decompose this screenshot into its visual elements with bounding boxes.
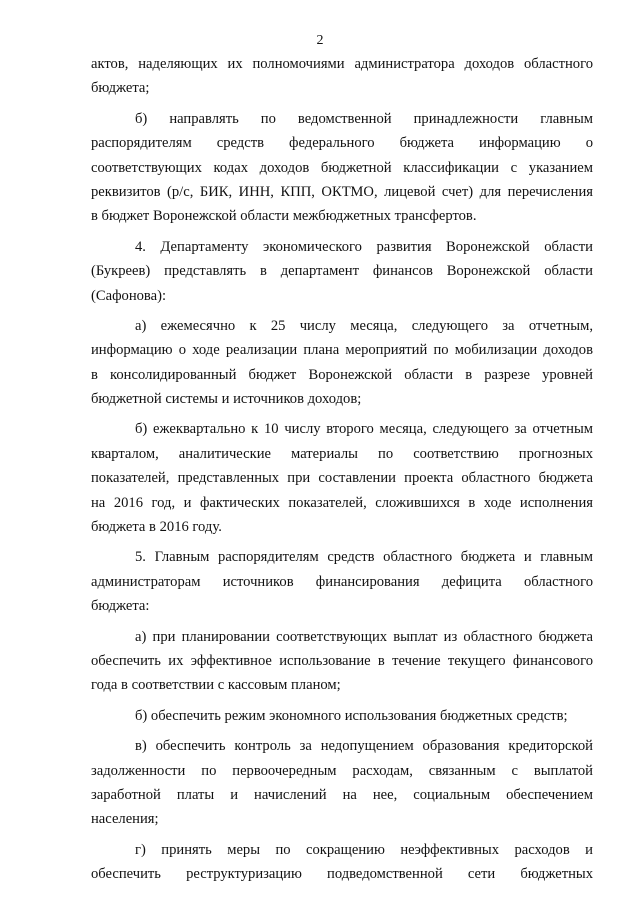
text-line: а) при планировании соответствующих выплат из областного бюджета bbox=[135, 628, 593, 645]
paragraph bbox=[91, 235, 593, 308]
text-line: б) ежеквартально к 10 числу второго месяца, следующего за отчетным bbox=[135, 421, 593, 438]
text-line: на 2016 год, и фактических показателей, сложившихся в ходе исполнения bbox=[91, 494, 593, 511]
text-line: заработной платы и начислений на нее, социальным обеспечением bbox=[91, 786, 593, 803]
paragraph bbox=[91, 838, 593, 887]
text-line: обеспечить их эффективное использование в течение текущего финансового bbox=[91, 652, 593, 669]
text-line: б) обеспечить режим экономного использования бюджетных средств; bbox=[135, 707, 568, 724]
text-line: бюджетной системы и источников доходов; bbox=[91, 391, 362, 408]
text-line: 5. Главным распорядителям средств областного бюджета и главным bbox=[135, 549, 593, 566]
text-line: актов, наделяющих их полномочиями администратора доходов областного bbox=[91, 56, 593, 72]
text-line: в консолидированный бюджет Воронежской области в разрезе уровней bbox=[91, 366, 593, 383]
text-line: года в соответствии с кассовым планом; bbox=[91, 677, 341, 694]
text-line: бюджета; bbox=[91, 80, 150, 97]
paragraph bbox=[91, 545, 593, 618]
text-line: соответствующих кодах доходов бюджетной классификации с указанием bbox=[91, 159, 593, 176]
page-number: 2 bbox=[316, 33, 324, 48]
text-line: обеспечить реструктуризацию подведомственной сети бюджетных bbox=[91, 866, 593, 883]
text-line: (Букреев) представлять в департамент финансов Воронежской области bbox=[91, 263, 593, 280]
paragraph bbox=[91, 107, 593, 229]
paragraph bbox=[91, 52, 593, 101]
text-line: населения; bbox=[91, 811, 159, 828]
document-body bbox=[91, 52, 593, 887]
paragraph bbox=[91, 417, 593, 539]
text-line: администраторам источников финансирования дефицита областного bbox=[91, 573, 593, 590]
text-line: (Сафонова): bbox=[91, 287, 167, 304]
text-line: реквизитов (р/с, БИК, ИНН, КПП, ОКТМО, лицевой счет) для перечисления bbox=[91, 183, 593, 200]
text-line: б) направлять по ведомственной принадлежности главным bbox=[135, 110, 593, 127]
text-line: показателей, представленных при составлении проекта областного бюджета bbox=[91, 470, 593, 487]
text-line: бюджета в 2016 году. bbox=[91, 519, 222, 536]
text-line: в бюджет Воронежской области межбюджетных трансфертов. bbox=[91, 208, 477, 225]
text-line: бюджета: bbox=[91, 598, 150, 615]
text-line: а) ежемесячно к 25 числу месяца, следующего за отчетным, bbox=[135, 317, 593, 334]
text-line: распорядителям средств федерального бюджета информацию о bbox=[91, 135, 593, 152]
paragraph bbox=[91, 734, 593, 832]
text-line: в) обеспечить контроль за недопущением образования кредиторской bbox=[135, 738, 593, 755]
text-line: задолженности по первоочередным расходам, связанным с выплатой bbox=[91, 762, 593, 779]
text-line: 4. Департаменту экономического развития Воронежской области bbox=[135, 238, 593, 255]
text-line: г) принять меры по сокращению неэффективных расходов и bbox=[135, 841, 593, 858]
paragraph bbox=[91, 314, 593, 412]
paragraph bbox=[91, 704, 593, 728]
text-line: кварталом, аналитические материалы по соответствию прогнозных bbox=[91, 445, 593, 462]
text-line: информацию о ходе реализации плана мероприятий по мобилизации доходов bbox=[91, 342, 593, 359]
paragraph bbox=[91, 625, 593, 698]
